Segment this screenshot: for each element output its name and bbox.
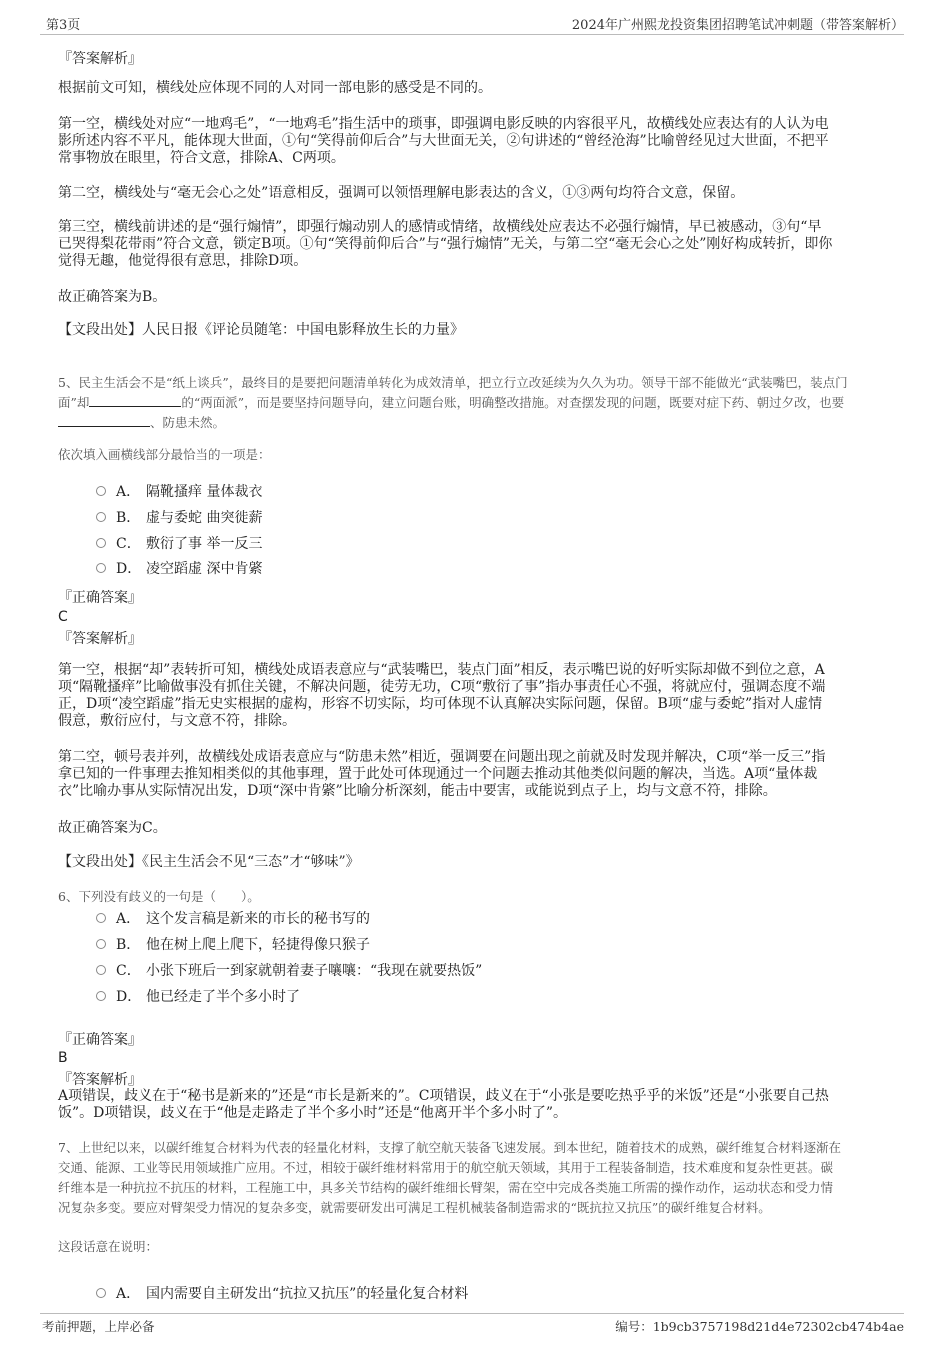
q4-analysis-p4: 第三空，横线前讲述的是“强行煽情”，即强行煽动别人的感情或情绪，故横线处应表达不必强行煽情，早已被感动，③句“早 已哭得梨花带雨”符合文意，锁定B项。①句“笑得前仰后合”与“强行煽情”无关，与第二空“毫无会心之处”刚好构成转折，即你 觉得无趣，他觉得很有意思，排除D项。 <box>58 219 833 269</box>
q5-analysis-p1: 第一空，根据“却”表转折可知，横线处成语表意应与“武装嘴巴，装点门面”相反，表示嘴巴说的好听实际却做不到位之意，A 项“隔靴搔痒”比喻做事没有抓住关键，不解决问题，徒劳无功，C项“敷衍了事”指办事责任心不强，将就应付，强调态度不端 正，D项“凌空蹈虚”指无史实根据的虚构，形容不切实际，均可体现不认真解决实际问题，保留。B项“虚与委蛇”指对人虚情 假意，敷衍应付，与文意不符，排除。 <box>58 662 826 729</box>
q5-analysis-label: 『答案解析』 <box>58 631 142 647</box>
q6-correct-answer: B <box>58 1050 68 1066</box>
radio-icon[interactable] <box>96 1288 106 1298</box>
q5-correct-label: 『正确答案』 <box>58 590 142 606</box>
q5-analysis-p2: 第二空，顿号表并列，故横线处成语表意应与“防患未然”相近，强调要在问题出现之前就及时发现并解决，C项“举一反三”指 拿已知的一件事理去推知相类似的其他事理，置于此处可体现通过一个问题去推动其他类似问题的解决，当选。A项“量体裁 衣”比喻办事从实际情况出发，D项“深中肯綮”比喻分析深刻，能击中要害，或能说到点子上，均与文意不符，排除。 <box>58 749 826 799</box>
q6-correct-label: 『正确答案』 <box>58 1032 142 1048</box>
radio-icon[interactable] <box>96 563 106 573</box>
q7-option-a[interactable]: A． 国内需要自主研发出“抗拉又抗压”的轻量化复合材料 <box>96 1283 468 1305</box>
q4-analysis-p1: 根据前文可知，横线处应体现不同的人对同一部电影的感受是不同的。 <box>58 80 492 96</box>
q5-stem: 5、民主生活会不是“纸上谈兵”，最终目的是要把问题清单转化为成效清单，把立行立改延续为久久为功。领导干部不能做光“武装嘴巴，装点门 面”却 的“两面派”，而是要坚持问题导向，建立问题台账，明确整改措施。对查摆发现的问题，既要对症下药、朝过夕改，也要 、防患未然。 <box>58 375 848 430</box>
q4-analysis-p3: 第二空，横线处与“毫无会心之处”语意相反，强调可以领悟理解电影表达的含义，①③两句均符合文意，保留。 <box>58 185 745 201</box>
q6-option-b[interactable]: B． 他在树上爬上爬下，轻捷得像只猴子 <box>96 934 370 956</box>
radio-icon[interactable] <box>96 939 106 949</box>
radio-icon[interactable] <box>96 486 106 496</box>
q5-option-a[interactable]: A． 隔靴搔痒 量体裁衣 <box>96 481 262 503</box>
q5-option-c[interactable]: C． 敷衍了事 举一反三 <box>96 533 262 555</box>
footer-slogan: 考前押题，上岸必备 <box>42 1319 155 1334</box>
q5-option-d[interactable]: D． 凌空蹈虚 深中肯綮 <box>96 558 262 580</box>
q4-analysis-label: 『答案解析』 <box>58 51 142 67</box>
q4-source: 【文段出处】人民日报《评论员随笔：中国电影释放生长的力量》 <box>58 322 464 338</box>
document-id: 编号：1b9cb3757198d21d4e72302cb474b4ae <box>615 1319 904 1334</box>
q5-source: 【文段出处】《民主生活会不见“三态”才“够味”》 <box>58 854 360 870</box>
radio-icon[interactable] <box>96 965 106 975</box>
radio-icon[interactable] <box>96 991 106 1001</box>
q4-analysis-p2: 第一空，横线处对应“一地鸡毛”，“一地鸡毛”指生活中的琐事，即强调电影反映的内容很平凡，故横线处应表达有的人认为电 影所述内容不平凡，能体现大世面，①句“笑得前仰后合”与大世面无关，②句讲述的“曾经沧海”比喻曾经见过大世面，不把平 常事物放在眼里，符合文意，排除A、C两项。 <box>58 116 829 166</box>
q6-option-a[interactable]: A． 这个发言稿是新来的市长的秘书写的 <box>96 908 370 930</box>
q5-correct-answer: C <box>58 609 68 625</box>
page-number: 第3页 <box>46 18 81 33</box>
q6-stem: 6、下列没有歧义的一句是（ ）。 <box>58 889 260 904</box>
radio-icon[interactable] <box>96 913 106 923</box>
q6-option-d[interactable]: D． 他已经走了半个多小时了 <box>96 986 300 1008</box>
q7-stem: 7、上世纪以来，以碳纤维复合材料为代表的轻量化材料，支撑了航空航天装备飞速发展。到本世纪，随着技术的成熟，碳纤维复合材料逐渐在 交通、能源、工业等民用领域推广应用。不过，相较于碳纤维材料常用于的航空航天领域，其用于工程装备制造，技术难度和复杂性更甚。碳 纤维本是一种抗拉不抗压的材料，工程施工中，具多关节结构的碳纤维细长臂架，需在空中完成各类施工所需的操作动作，运动状态和受力情 况复杂多变。要应对臂架受力情况的复杂多变，就需要研发出可满足工程机械装备制造需求的“既抗拉又抗压”的碳纤维复合材料。 <box>58 1140 841 1215</box>
page-header <box>40 14 904 35</box>
q5-prompt: 依次填入画横线部分最恰当的一项是： <box>58 447 271 462</box>
q5-option-b[interactable]: B． 虚与委蛇 曲突徙薪 <box>96 507 262 529</box>
q6-option-c[interactable]: C． 小张下班后一到家就朝着妻子嚷嚷：“我现在就要热饭” <box>96 960 482 982</box>
q5-conclusion: 故正确答案为C。 <box>58 820 167 836</box>
q4-conclusion: 故正确答案为B。 <box>58 289 167 305</box>
page-footer <box>40 1313 904 1337</box>
document-title: 2024年广州熙龙投资集团招聘笔试冲刺题（带答案解析） <box>571 18 904 33</box>
q5-blank-2 <box>58 414 150 427</box>
q6-analysis-text: A项错误，歧义在于“秘书是新来的”还是“市长是新来的”。C项错误，歧义在于“小张是要吃热乎乎的米饭”还是“小张要自己热 饭”。D项错误，歧义在于“他是走路走了半个多小时”还是“他离开半个多小时了”。 <box>58 1088 829 1121</box>
q5-blank-1 <box>89 394 181 407</box>
q7-prompt: 这段话意在说明： <box>58 1239 159 1254</box>
radio-icon[interactable] <box>96 538 106 548</box>
q6-analysis-label: 『答案解析』 <box>58 1072 142 1088</box>
radio-icon[interactable] <box>96 512 106 522</box>
